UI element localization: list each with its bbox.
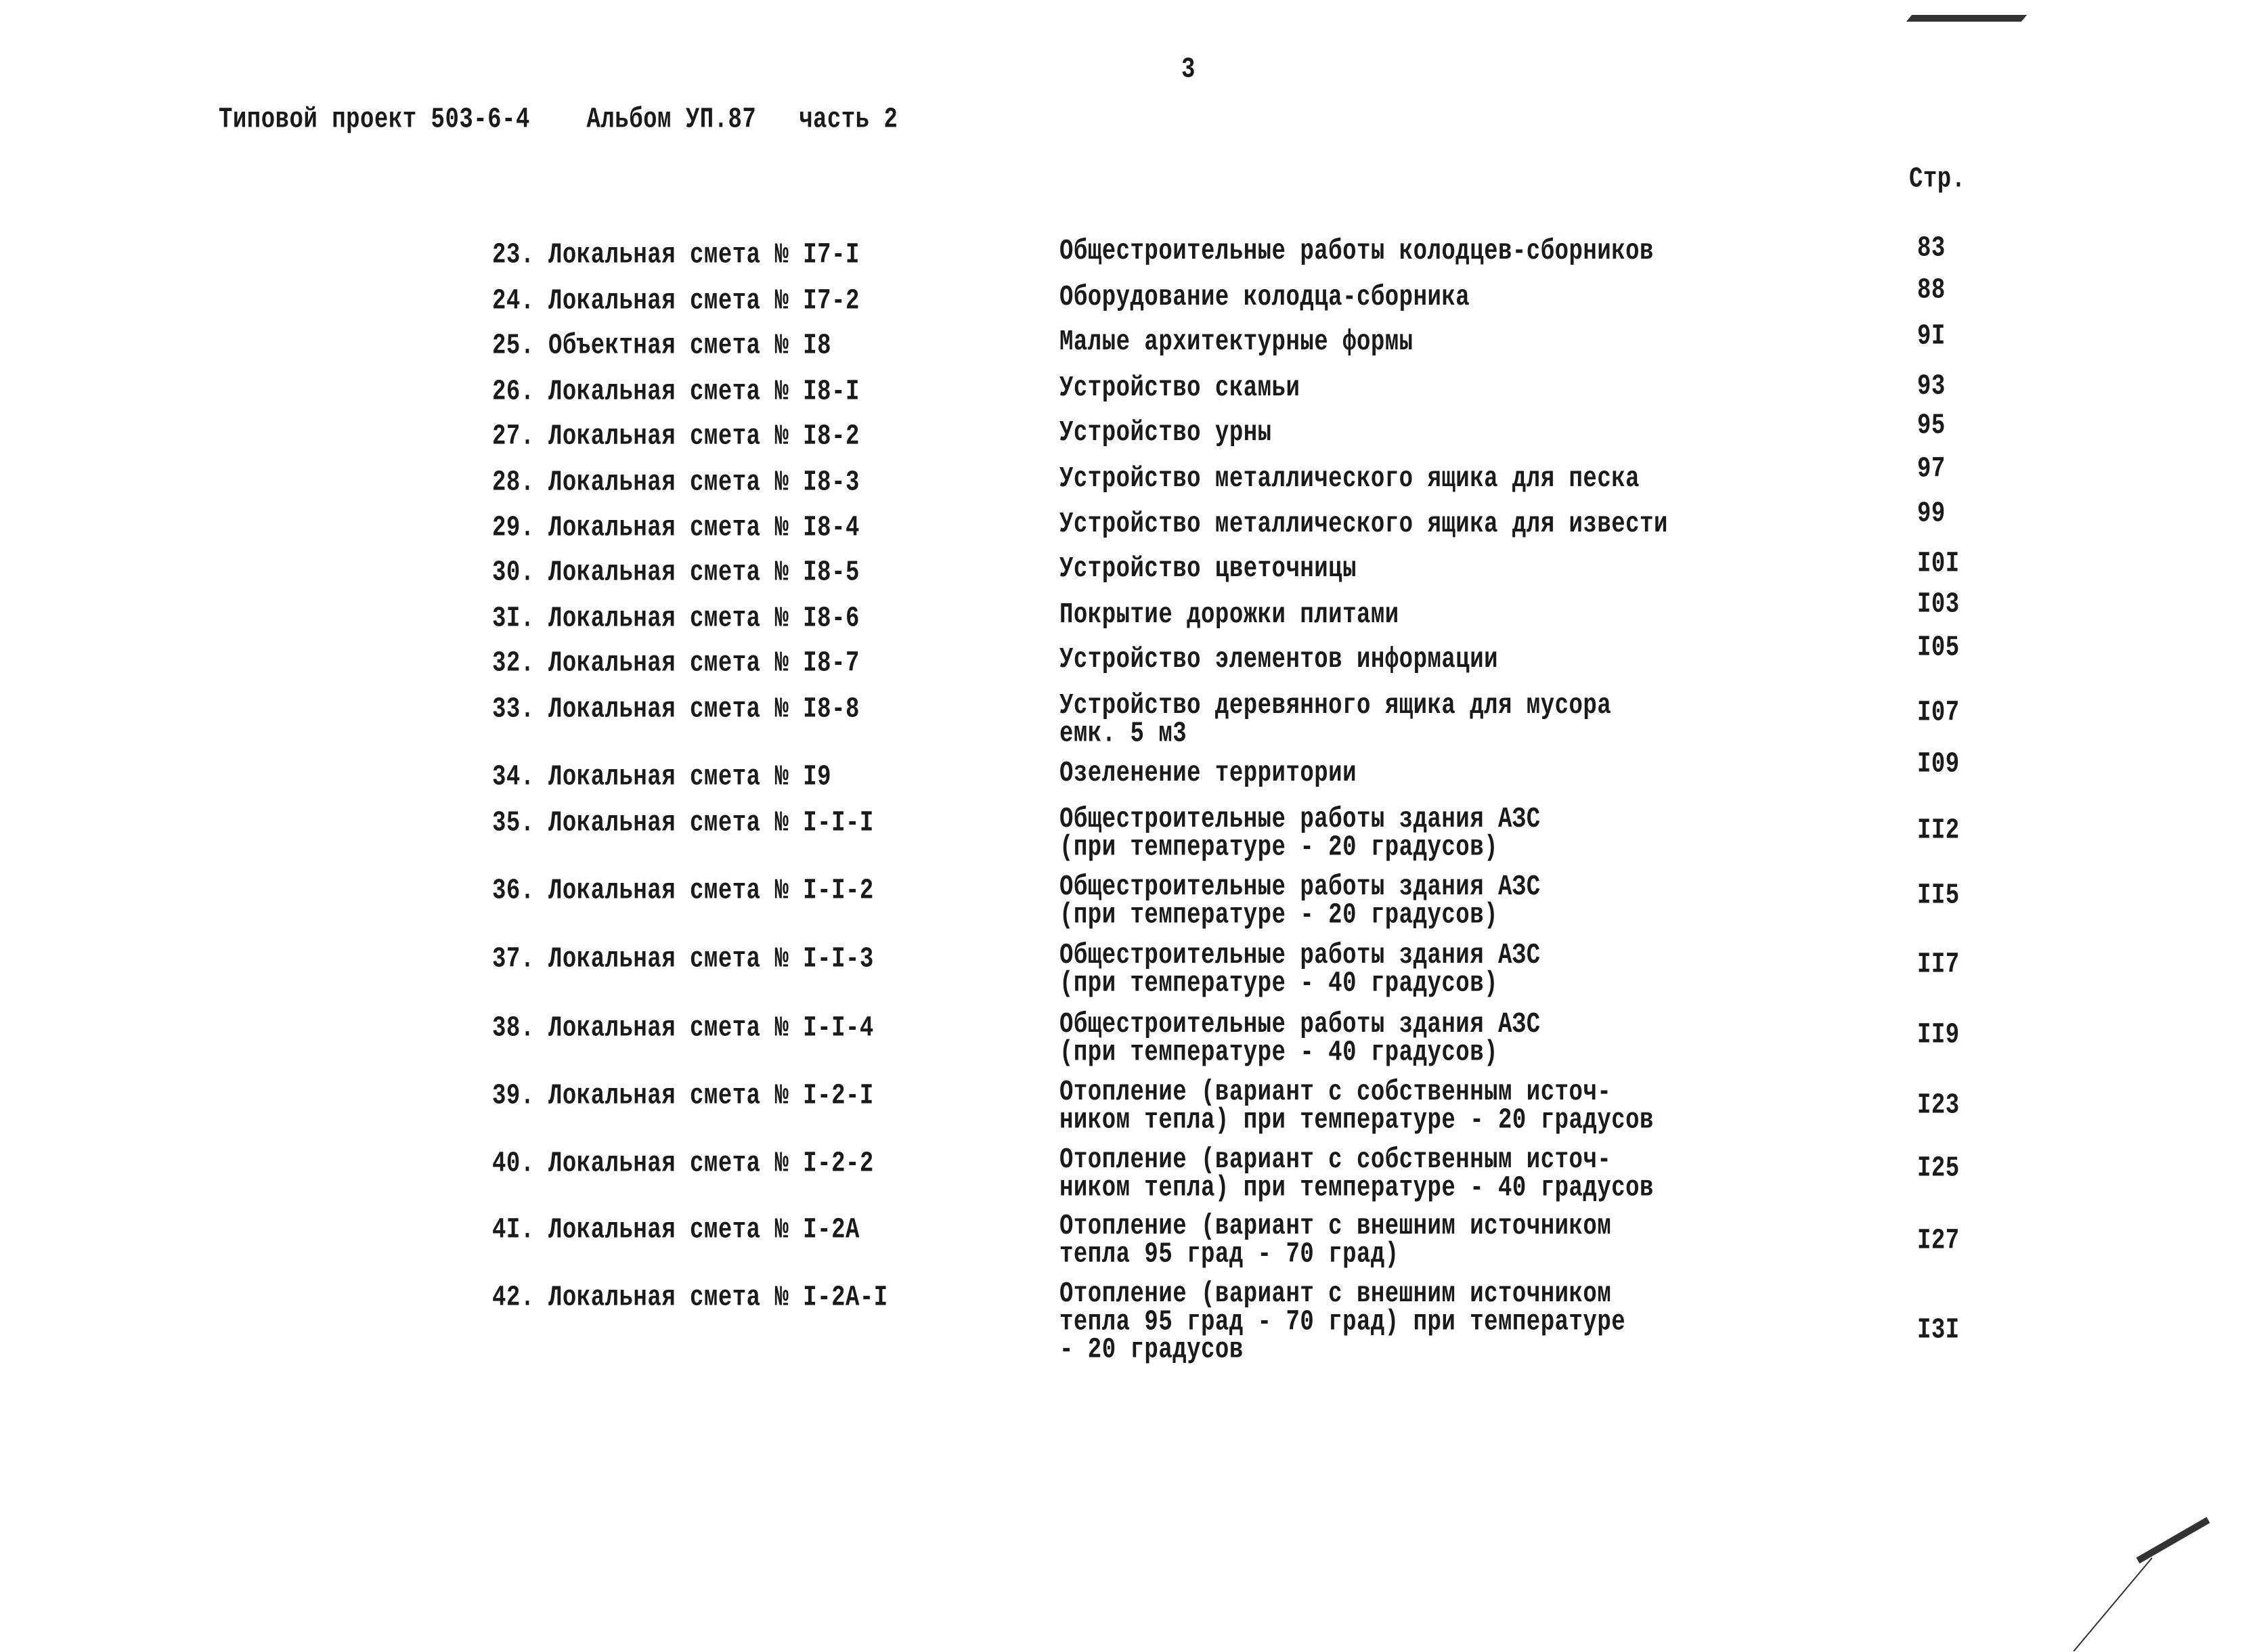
row-page: 99 [1917, 498, 1946, 530]
row-page: II5 [1917, 879, 1960, 912]
row-description: Устройство металлического ящика для извести [1059, 508, 1668, 541]
part-title: часть 2 [799, 104, 898, 136]
estimate-name: Локальная смета № I-I-4 [548, 1012, 874, 1045]
row-description: Устройство металлического ящика для песка [1059, 463, 1640, 496]
row-number: 26. [492, 376, 535, 408]
row-number: 36. [492, 875, 535, 907]
row-number: 23. [492, 239, 535, 271]
row-page: I09 [1917, 748, 1960, 781]
estimate-name: Локальная смета № I7-I [548, 239, 860, 271]
project-title: Типовой проект 503-6-4 [219, 104, 530, 136]
row-page: I05 [1917, 632, 1960, 664]
row-description: Устройство элементов информации [1059, 644, 1499, 676]
row-description: Оборудование колодца-сборника [1059, 282, 1470, 314]
scan-mark [1906, 15, 2027, 22]
page-column-header: Стр. [1909, 163, 1966, 196]
row-page: 93 [1917, 370, 1946, 403]
page-number: 3 [1181, 53, 1196, 86]
estimate-name: Локальная смета № I8-3 [548, 466, 860, 499]
row-description: Общестроительные работы здания АЗС (при температуре - 40 градусов) [1059, 1009, 1541, 1069]
row-page: I0I [1917, 548, 1960, 580]
row-description: Общестроительные работы здания АЗС (при температуре - 40 градусов) [1059, 940, 1541, 1000]
document-header [219, 106, 898, 135]
estimate-name: Объектная смета № I8 [548, 330, 832, 362]
row-number: 30. [492, 557, 535, 589]
row-description: Отопление (вариант с внешним источником тепла 95 град - 70 град) при температуре - 20 градусов [1059, 1278, 1626, 1367]
row-page: I23 [1917, 1089, 1960, 1122]
estimate-name: Локальная смета № I8-6 [548, 603, 860, 635]
estimate-name: Локальная смета № I-2А-I [548, 1282, 888, 1314]
row-page: II2 [1917, 814, 1960, 847]
row-number: 3I. [492, 603, 535, 635]
row-number: 28. [492, 466, 535, 499]
estimate-name: Локальная смета № I8-5 [548, 557, 860, 589]
row-description: Устройство скамьи [1059, 372, 1300, 405]
row-description: Устройство деревянного ящика для мусора емк. 5 м3 [1059, 690, 1612, 750]
estimate-name: Локальная смета № I8-2 [548, 420, 860, 453]
estimate-name: Локальная смета № I8-7 [548, 647, 860, 680]
estimate-name: Локальная смета № I-2А [548, 1214, 860, 1246]
row-page: 97 [1917, 453, 1946, 485]
row-number: 24. [492, 285, 535, 318]
row-description: Малые архитектурные формы [1059, 326, 1414, 359]
row-number: 35. [492, 807, 535, 840]
row-number: 34. [492, 761, 535, 794]
scan-line-corner [2073, 1557, 2152, 1651]
row-page: I03 [1917, 588, 1960, 621]
estimate-name: Локальная смета № I8-8 [548, 693, 860, 726]
row-page: 88 [1917, 274, 1946, 307]
row-description: Отопление (вариант с собственным источ- ником тепла) при температуре - 20 градусов [1059, 1077, 1654, 1137]
row-description: Общестроительные работы здания АЗС (при температуре - 20 градусов) [1059, 871, 1541, 932]
row-page: I07 [1917, 697, 1960, 729]
row-description: Отопление (вариант с собственным источ- ником тепла) при температуре - 40 градусов [1059, 1144, 1654, 1204]
row-number: 27. [492, 420, 535, 453]
estimate-name: Локальная смета № I7-2 [548, 285, 860, 318]
album-title: Альбом УП.87 [586, 104, 757, 136]
row-page: 95 [1917, 410, 1946, 442]
estimate-name: Локальная смета № I8-I [548, 376, 860, 408]
estimate-name: Локальная смета № I-2-2 [548, 1148, 874, 1180]
row-number: 37. [492, 943, 535, 976]
row-description: Устройство цветочницы [1059, 553, 1357, 586]
row-number: 33. [492, 693, 535, 726]
row-page: II7 [1917, 949, 1960, 981]
row-page: 83 [1917, 232, 1946, 265]
row-number: 25. [492, 330, 535, 362]
row-number: 4I. [492, 1214, 535, 1246]
estimate-name: Локальная смета № I-I-3 [548, 943, 874, 976]
row-description: Общестроительные работы здания АЗС (при температуре - 20 градусов) [1059, 804, 1541, 864]
estimate-name: Локальная смета № I9 [548, 761, 832, 794]
row-number: 29. [492, 512, 535, 544]
row-description: Устройство урны [1059, 417, 1272, 450]
row-description: Озеленение территории [1059, 758, 1357, 790]
estimate-name: Локальная смета № I-I-I [548, 807, 874, 840]
estimate-name: Локальная смета № I-I-2 [548, 875, 874, 907]
row-page: I25 [1917, 1152, 1960, 1185]
row-page: I3I [1917, 1314, 1960, 1347]
row-description: Отопление (вариант с внешним источником тепла 95 град - 70 град) [1059, 1211, 1612, 1271]
row-description: Покрытие дорожки плитами [1059, 599, 1399, 632]
estimate-name: Локальная смета № I-2-I [548, 1080, 874, 1112]
row-number: 38. [492, 1012, 535, 1045]
row-description: Общестроительные работы колодцев-сборников [1059, 236, 1654, 268]
row-number: 39. [492, 1080, 535, 1112]
row-number: 40. [492, 1148, 535, 1180]
row-page: II9 [1917, 1019, 1960, 1051]
estimate-name: Локальная смета № I8-4 [548, 512, 860, 544]
row-number: 32. [492, 647, 535, 680]
row-page: I27 [1917, 1225, 1960, 1257]
row-page: 9I [1917, 320, 1946, 353]
row-number: 42. [492, 1282, 535, 1314]
scan-mark-corner [2137, 1517, 2210, 1564]
